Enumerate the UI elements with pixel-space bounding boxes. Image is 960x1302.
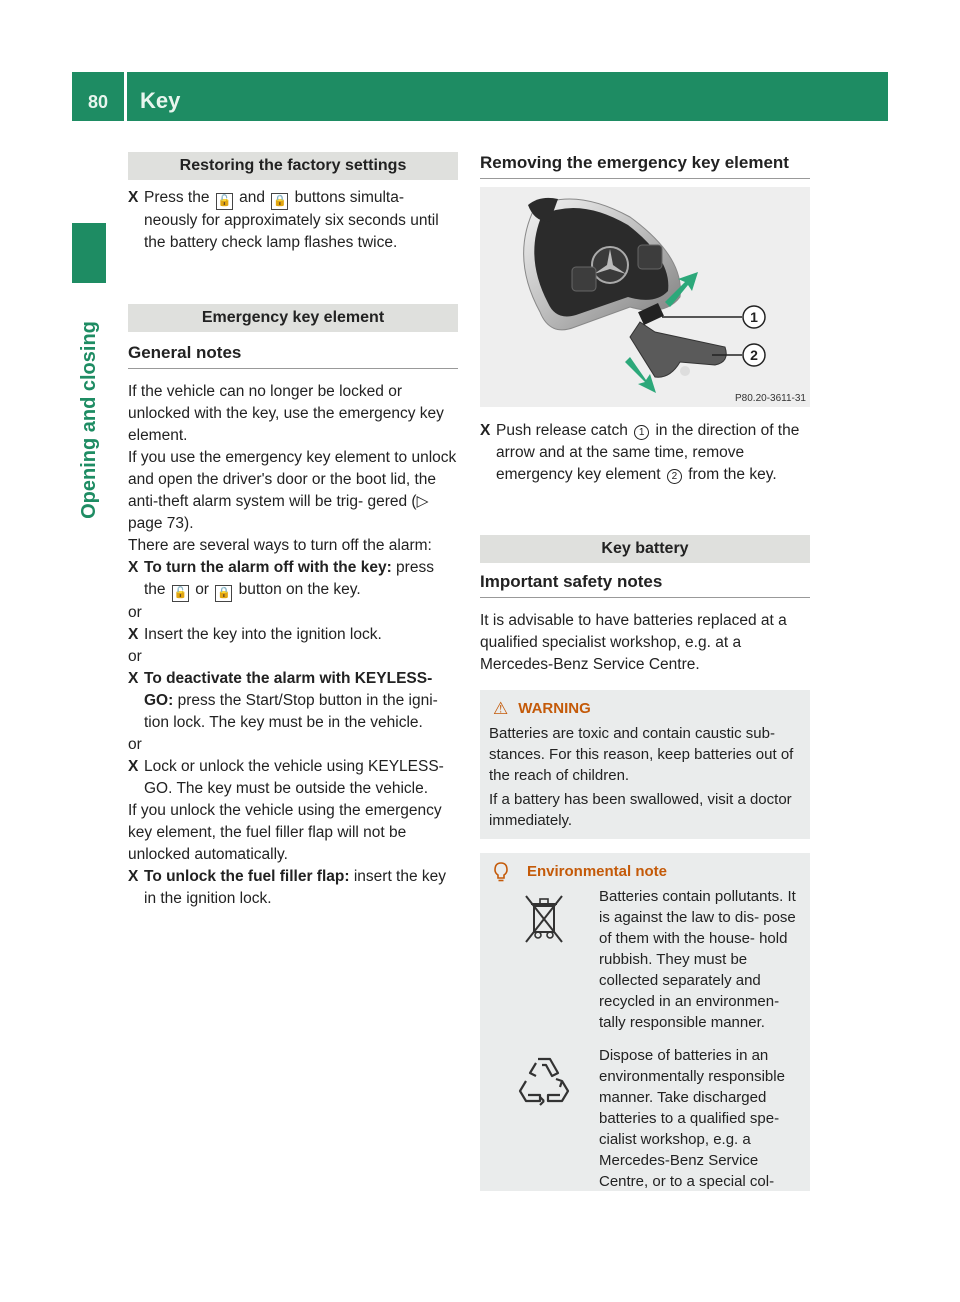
section-restore-heading: Restoring the factory settings [128,152,458,180]
warning-box [480,690,810,839]
callout-2: 2 [750,347,758,363]
page-title: Key [140,88,181,113]
paragraph: If you unlock the vehicle using the emergency key element, the fuel filler flap will not be unlocked automatically. [128,802,442,863]
page-number: 80 [88,92,109,112]
safety-notes-heading: Important safety notes [480,571,810,598]
alarm-step-keyless: X To deactivate the alarm with KEYLESS- GO: press the Start/Stop button in the igni- tion lock. The key must be in the vehicle. [128,670,438,731]
environment-text: Dispose of batteries in an environmentally responsible manner. Take discharged batteries to a qualified spe- cialist workshop, e.g. a Mercedes-Benz Service Centre, or to a special col- [599,1047,785,1190]
recycle-icon [516,1051,572,1107]
section-emergency-heading: Emergency key element [128,304,458,332]
callout-ref-2: 2 [667,469,682,484]
warning-text: If a battery has been swallowed, visit a doctor immediately. [489,791,792,829]
environment-title: Environmental note [527,863,668,880]
left-column [128,152,458,910]
side-chapter-label: Opening and closing [78,321,100,519]
disposal-icon-container [489,886,599,1033]
lock-key-icon: 🔒 [271,193,288,210]
key-illustration [480,187,810,407]
environment-text: Batteries contain pollutants. It is against the law to dis- pose of them with the house- hold rubbish. They must be collected separately and recycled in an environmen- tally responsible manner. [599,888,796,1031]
unlock-key-icon: 🔓 [216,193,233,210]
paragraph: It is advisable to have batteries replaced at a qualified specialist workshop, e.g. at a Mercedes-Benz Service Centre. [480,612,787,673]
step-marker-icon: X [128,626,139,643]
paragraph: If the vehicle can no longer be locked or unlocked with the key, use the emergency key element. [128,383,444,444]
step-marker-icon: X [128,189,139,206]
step-marker-icon: X [128,670,139,687]
fuel-flap-step: X To unlock the fuel filler flap: insert the key in the ignition lock. [128,868,447,907]
paragraph: If you use the emergency key element to unlock and open the driver's door or the boot lid, the anti-theft alarm system will be trig- gered (▷ page 73). [128,449,457,532]
lock-key-icon: 🔒 [215,585,232,602]
right-column [480,152,810,1191]
step-marker-icon: X [128,559,139,576]
image-code: P80.20-3611-31 [735,393,806,404]
warning-text: Batteries are toxic and contain caustic sub- stances. For this reason, keep batteries out of the reach of children. [489,725,794,784]
callout-ref-1: 1 [634,425,649,440]
step-marker-icon: X [480,422,491,439]
general-notes-heading: General notes [128,342,458,369]
alarm-step-lock: X Lock or unlock the vehicle using KEYLESS- GO. The key must be outside the vehicle. [128,758,444,797]
header-bar [72,72,888,121]
alarm-step-ignition: X Insert the key into the ignition lock. [128,624,458,646]
warning-icon: ⚠ [493,699,509,718]
or-text: or [128,648,142,665]
crossed-bin-icon [522,892,566,946]
or-text: or [128,736,142,753]
env-row [489,1045,802,1192]
header-divider [124,72,127,121]
section-battery-heading: Key battery [480,535,810,563]
alarm-step-key: X To turn the alarm off with the key: press the 🔓 or 🔒 button on the key. [128,557,458,602]
environment-box [480,853,810,1191]
key-fob-image [480,187,810,407]
restore-step: X Press the 🔓 and 🔒 buttons simulta- neously for approximately six seconds until the battery check lamp flashes twice. [128,189,439,251]
recycle-icon-container [489,1045,599,1192]
or-text: or [128,604,142,621]
side-tab-marker [72,223,106,283]
removing-heading: Removing the emergency key element [480,152,810,179]
paragraph: There are several ways to turn off the alarm: [128,537,432,554]
step-marker-icon: X [128,868,139,885]
env-row [489,886,802,1033]
step-marker-icon: X [128,758,139,775]
removing-step: X Push release catch 1 in the direction of the arrow and at the same time, remove emergency key element 2 from the key. [480,422,800,483]
unlock-key-icon: 🔓 [172,585,189,602]
callout-1: 1 [750,309,758,325]
bulb-icon [493,862,509,882]
warning-title: WARNING [518,700,591,717]
